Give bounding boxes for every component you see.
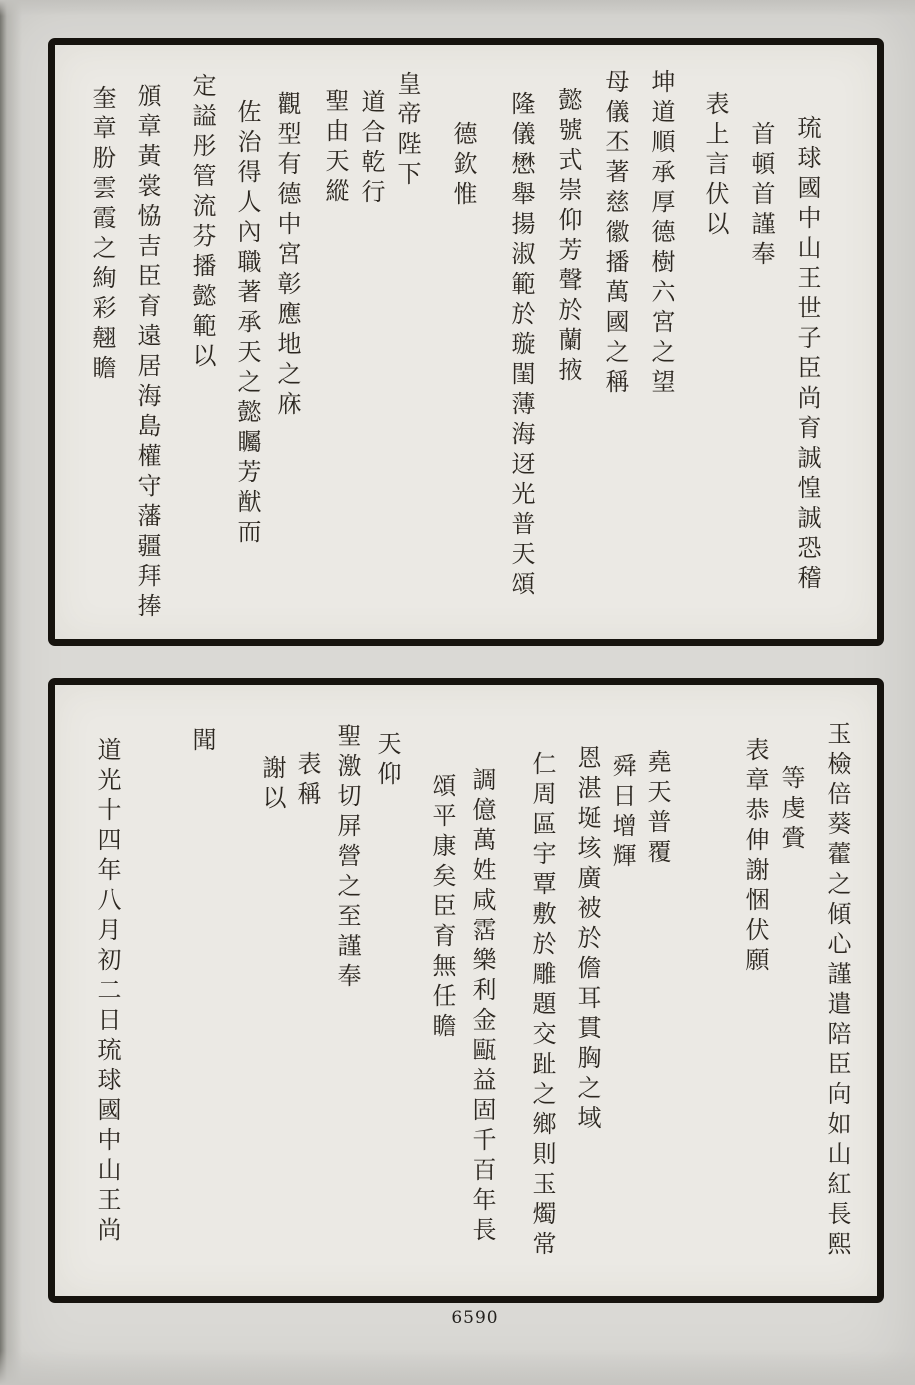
text-column: 坤道順承厚德樹六宮之望 (647, 69, 675, 399)
text-column: 德欽惟 (449, 121, 477, 211)
text-column: 母儀丕著慈徽播萬國之稱 (601, 69, 629, 399)
text-column: 堯天普覆 (643, 749, 671, 869)
text-column: 調億萬姓咸霑樂利金甌益固千百年長 (468, 767, 496, 1247)
text-column: 懿號式崇仰芳聲於蘭掖 (554, 87, 582, 387)
text-column: 天仰 (373, 731, 401, 791)
scan-top-edge-shadow (0, 0, 915, 16)
text-column: 頒章黃裳恊吉臣育遠居海島權守藩疆拜捧 (133, 83, 161, 623)
text-column: 皇帝陛下 (393, 71, 421, 191)
text-column: 表上言伏以 (701, 91, 729, 241)
text-column: 道光十四年八月初二日琉球國中山王尚 (93, 737, 121, 1247)
text-column: 聖由天縱 (321, 88, 349, 208)
text-column: 玉檢倍葵藿之傾心謹遣陪臣向如山紅長熙 (823, 721, 851, 1261)
text-column: 道合乾行 (357, 89, 385, 209)
text-column: 琉球國中山王世子臣尚育誠惶誠恐稽 (793, 115, 821, 595)
text-column: 等虔賫 (777, 765, 805, 855)
text-column: 表稱 (293, 751, 321, 811)
text-column: 仁周區宇覃敷於雕題交趾之鄉則玉燭常 (528, 751, 556, 1261)
page-frame-bottom (48, 678, 884, 1303)
text-column: 恩湛埏垓廣被於儋耳貫胸之域 (573, 745, 601, 1135)
text-column: 聞 (188, 727, 216, 757)
text-column: 隆儀懋舉揚淑範於璇閨薄海迓光普天頌 (507, 91, 535, 601)
text-column: 頌平康矣臣育無任瞻 (428, 773, 456, 1043)
text-column: 佐治得人內職著承天之懿矚芳猷而 (233, 99, 261, 549)
scan-left-edge-shadow (0, 0, 22, 1385)
text-column: 表章恭伸謝悃伏願 (741, 737, 769, 977)
text-column: 聖激切屏營之至謹奉 (333, 723, 361, 993)
page-frame-top (48, 38, 884, 646)
text-column: 定謚彤管流芬播懿範以 (188, 73, 216, 373)
scan-bottom-edge-shadow (0, 1351, 915, 1385)
text-column: 舜日增輝 (608, 753, 636, 873)
text-column: 首頓首謹奉 (747, 121, 775, 271)
text-column: 謝以 (258, 755, 286, 815)
text-column: 觀型有德中宮彰應地之庥 (273, 91, 301, 421)
page-number: 6590 (451, 1308, 499, 1328)
text-column: 奎章朌雲霞之絢彩翹瞻 (88, 85, 116, 385)
